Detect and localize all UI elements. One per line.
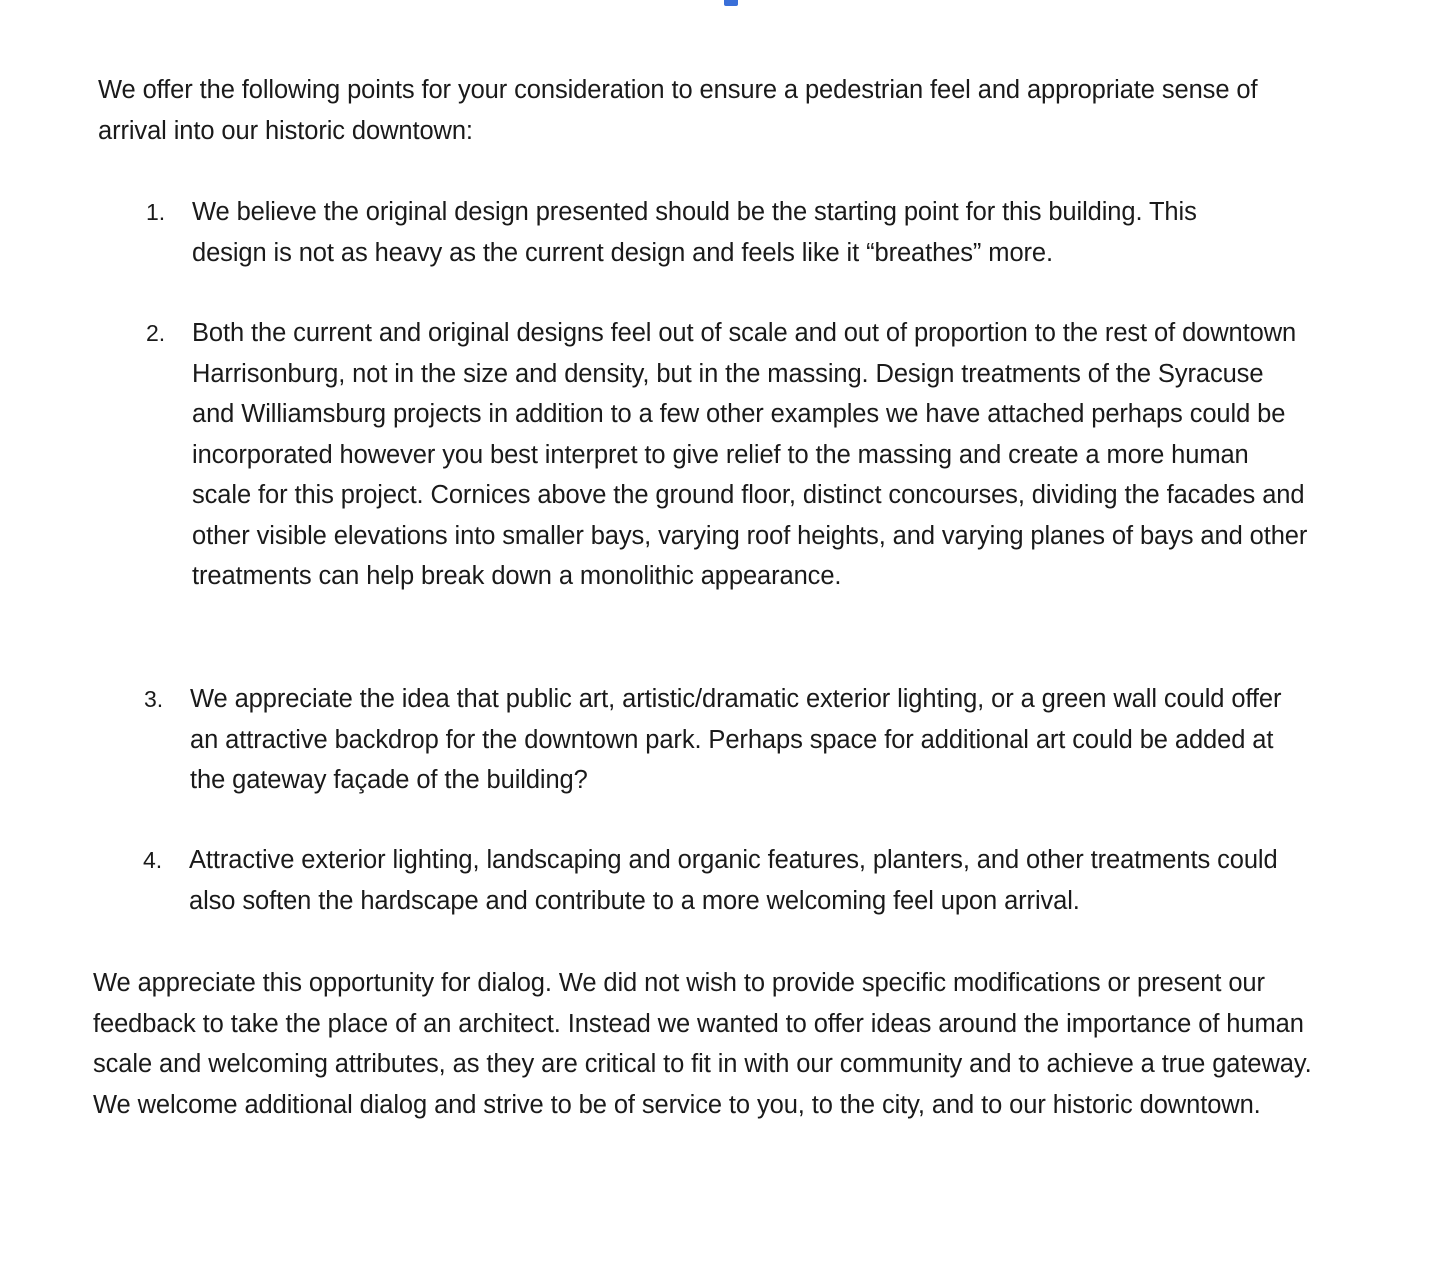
list-text: We believe the original design presented should be the starting point for this building. This design is not as heavy as the current design and feels like it “breathes” more. [192, 198, 1197, 267]
list-number: 1. [146, 199, 166, 225]
list-text: Attractive exterior lighting, landscaping and organic features, planters, and other treatments could also soften the hardscape and contribute to a more welcoming feel upon arrival. [189, 846, 1278, 915]
list-item-4 [143, 840, 1293, 921]
closing-paragraph: We appreciate this opportunity for dialog. We did not wish to provide specific modifications or present our feedback to take the place of an architect. Instead we wanted to offer ideas around the importance of human scale and welcoming attributes, as they are critical to fit in with our community and to achieve a true gateway. We welcome additional dialog and strive to be of service to you, to the city, and to our historic downtown. [93, 969, 1312, 1119]
list-number: 4. [143, 847, 163, 873]
page-top-marker [724, 0, 738, 6]
list-number: 2. [146, 320, 166, 346]
list-text: We appreciate the idea that public art, artistic/dramatic exterior lighting, or a green wall could offer an attractive backdrop for the downtown park. Perhaps space for additional art could be added at the gateway façade of the building? [190, 685, 1282, 794]
list-item-3 [144, 679, 1314, 801]
list-item-1 [146, 192, 1274, 273]
list-item-2 [146, 313, 1308, 597]
list-number: 3. [144, 686, 164, 712]
intro-paragraph: We offer the following points for your consideration to ensure a pedestrian feel and appropriate sense of arrival into our historic downtown: [98, 76, 1258, 145]
list-text: Both the current and original designs feel out of scale and out of proportion to the rest of downtown Harrisonburg, not in the size and density, but in the massing. Design treatments of the Syracuse and Williamsburg projects in addition to a few other examples we have attached perhaps could be incorporated however you best interpret to give relief to the massing and create a more human scale for this project. Cornices above the ground floor, distinct concourses, dividing the facades and other visible elevations into smaller bays, varying roof heights, and varying planes of bays and other treatments can help break down a monolithic appearance. [192, 319, 1308, 590]
